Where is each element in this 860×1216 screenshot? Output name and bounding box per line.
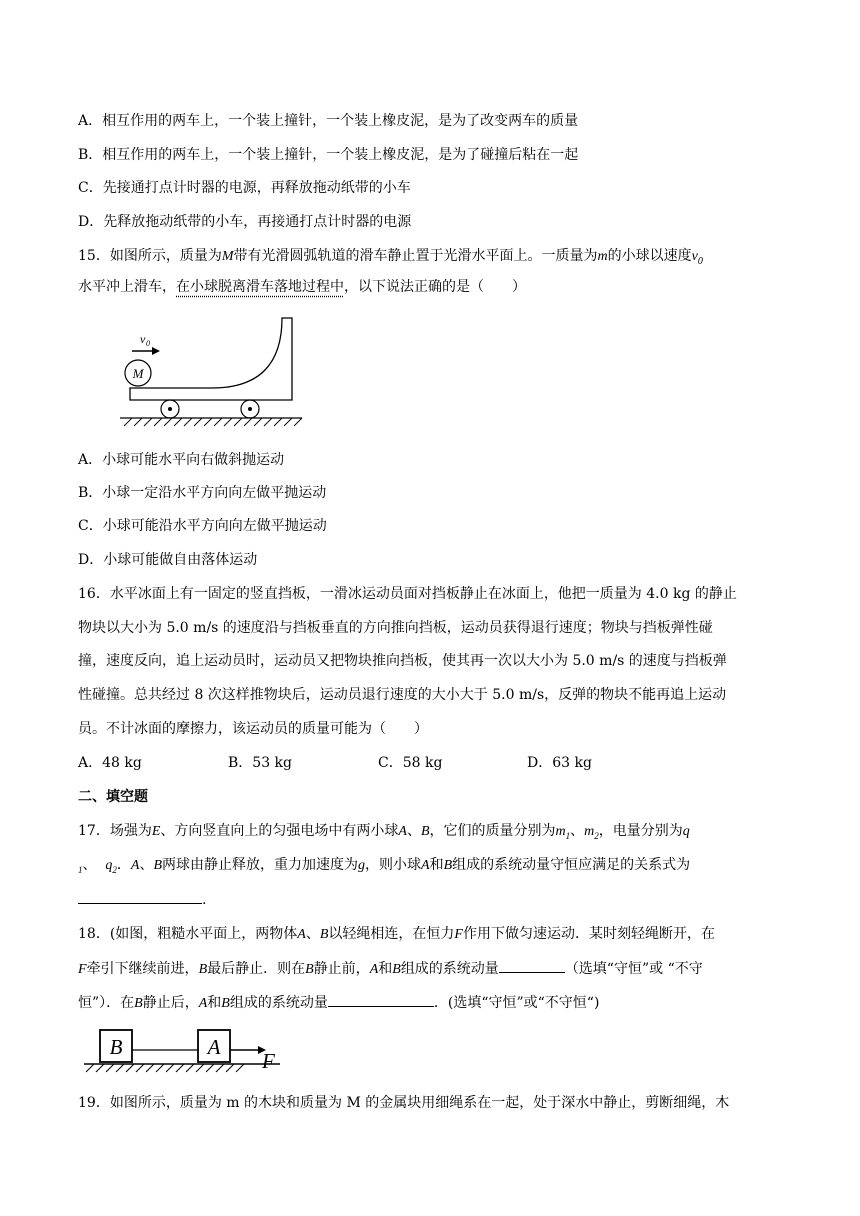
q15-stem-line1: 15．如图所示，质量为M带有光滑圆弧轨道的滑车静止置于光滑水平面上。一质量为m的小球以速度$v_0$	[78, 248, 703, 267]
fig-block-a-label: A	[207, 1035, 221, 1059]
q14-option-b: B．相互作用的两车上，一个装上撞针，一个装上橡皮泥，是为了碰撞后粘在一起	[78, 147, 579, 163]
fig-velocity-sub: 0	[146, 339, 150, 348]
q15-option-d: D．小球可能做自由落体运动	[78, 552, 258, 568]
q15-option-a: A．小球可能水平向右做斜抛运动	[78, 452, 285, 468]
q14-option-d: D．先释放拖动纸带的小车，再接通打点计时器的电源	[78, 214, 412, 230]
q16-stem-line2: 物块以大小为 5.0 m/s 的速度沿与挡板垂直的方向推向挡板，运动员获得退行速度；物块与挡板弹性碰	[78, 620, 713, 636]
q15-stem-line2: 水平冲上滑车，在小球脱离滑车落地过程中，以下说法正确的是（ ）	[78, 279, 526, 295]
fig-force-label: F	[262, 1049, 275, 1073]
q16-stem-line4: 性碰撞。总共经过 8 次这样推物块后，运动员退行速度的大小大于 5.0 m/s，反弹的物块不能再追上运动	[78, 687, 727, 703]
q17-stem-line2: $_1$、 $q_2$．A、B两球由静止释放，重力加速度为g，则小球A和B组成的系统动量守恒应满足的关系式为	[78, 857, 691, 875]
q19-stem-line1: 19．如图所示，质量为 m 的木块和质量为 M 的金属块用细绳系在一起，处于深水中静止，剪断细绳，木	[78, 1095, 730, 1111]
q16-option-a: A．48 kg	[78, 755, 142, 771]
q16-stem-line5: 员。不计冰面的摩擦力，该运动员的质量可能为（ ）	[78, 721, 428, 737]
q18-blocks-figure	[82, 1024, 282, 1076]
q18-blank-2[interactable]	[328, 992, 434, 1007]
fig-ball-label: M	[132, 366, 144, 381]
q16-option-b: B．53 kg	[228, 755, 292, 771]
q16-option-d: D．63 kg	[527, 755, 592, 771]
q18-stem-line2: F牵引下继续前进，B最后静止．则在B静止前，A和B组成的系统动量 （选填“守恒”或 “不守	[78, 958, 703, 980]
q16-option-c: C．58 kg	[378, 755, 443, 771]
q18-stem-line3: 恒”）．在B静止后，A和B组成的系统动量 ．(选填“守恒”或“不守恒“)	[78, 992, 599, 1014]
q15-cart-figure	[110, 312, 310, 428]
emphasis-dotted-text: 在小球脱离滑车落地过程中	[176, 279, 344, 295]
q15-option-b: B．小球一定沿水平方向向左做平抛运动	[78, 485, 327, 501]
fig-block-b-label: B	[109, 1035, 123, 1059]
q17-answer-line: .	[78, 889, 206, 910]
q15-option-c: C．小球可能沿水平方向向左做平抛运动	[78, 518, 327, 534]
fig-velocity-label: v	[140, 332, 146, 346]
q18-blank-1[interactable]	[499, 958, 565, 973]
q14-option-c: C．先接通打点计时器的电源，再释放拖动纸带的小车	[78, 180, 411, 196]
q17-stem-line1: 17．场强为E、方向竖直向上的匀强电场中有两小球A、B，它们的质量分别为$m_1$、$m_2$，电量分别为q	[78, 823, 690, 841]
q18-stem-line1: 18．(如图，粗糙水平面上，两物体A、B以轻绳相连，在恒力F作用下做匀速运动．某时刻轻绳断开，在	[78, 926, 715, 942]
q16-stem-line3: 撞，速度反向，追上运动员时，运动员又把物块推向挡板，使其再一次以大小为 5.0 m/s 的速度与挡板弹	[78, 653, 727, 669]
section-header: 二、填空题	[78, 789, 148, 805]
q16-stem-line1: 16．水平冰面上有一固定的竖直挡板，一滑冰运动员面对挡板静止在冰面上，他把一质量为 4.0 kg 的静止	[78, 586, 737, 602]
q17-answer-blank[interactable]	[78, 889, 202, 904]
q14-option-a: A．相互作用的两车上，一个装上撞针，一个装上橡皮泥，是为了改变两车的质量	[78, 113, 579, 129]
